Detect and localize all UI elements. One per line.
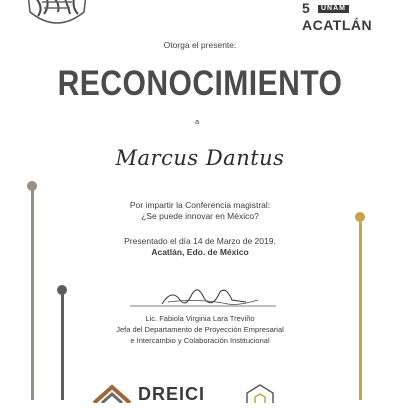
decor-dot-left-2 xyxy=(57,285,67,295)
signatory-name: Lic. Fabiola Virginia Lara Treviño xyxy=(145,314,255,323)
date-place-block xyxy=(0,236,400,258)
logo-unam-label: UNAM xyxy=(318,5,349,13)
logo-acatlan-label: ACATLÁN xyxy=(302,17,373,33)
decor-dot-left-1 xyxy=(27,181,37,191)
reason-line-2: ¿Se puede innovar en México? xyxy=(141,211,259,221)
acatlan-logo xyxy=(300,0,372,36)
connector-text: a xyxy=(195,117,200,126)
signatory-role-2: e Intercambio y Colaboración Institucional xyxy=(130,336,270,345)
intro-text: Otorga el presente: xyxy=(163,40,237,50)
certificate-title: RECONOCIMIENTO xyxy=(57,64,343,103)
hexagon-logo-icon xyxy=(243,383,277,403)
reason-block xyxy=(0,200,400,222)
dreici-label: DREICI xyxy=(138,384,206,404)
logo-number: 5 xyxy=(302,0,310,16)
signatory-role-1: Jefa del Departamento de Proyección Empresarial xyxy=(116,325,284,334)
decor-line-left-2 xyxy=(61,294,64,400)
reason-line-1: Por impartir la Conferencia magistral: xyxy=(129,200,271,210)
unam-seal-icon xyxy=(24,0,90,28)
decor-line-right xyxy=(359,222,362,400)
recipient-name: Marcus Dantus xyxy=(115,146,285,170)
date-line: Presentado el día 14 de Marzo de 2019. xyxy=(124,236,276,246)
signatory-block xyxy=(0,313,400,346)
decor-line-left-1 xyxy=(31,190,34,400)
decor-dot-right xyxy=(355,212,365,222)
place-line: Acatlán, Edo. de México xyxy=(151,247,249,257)
